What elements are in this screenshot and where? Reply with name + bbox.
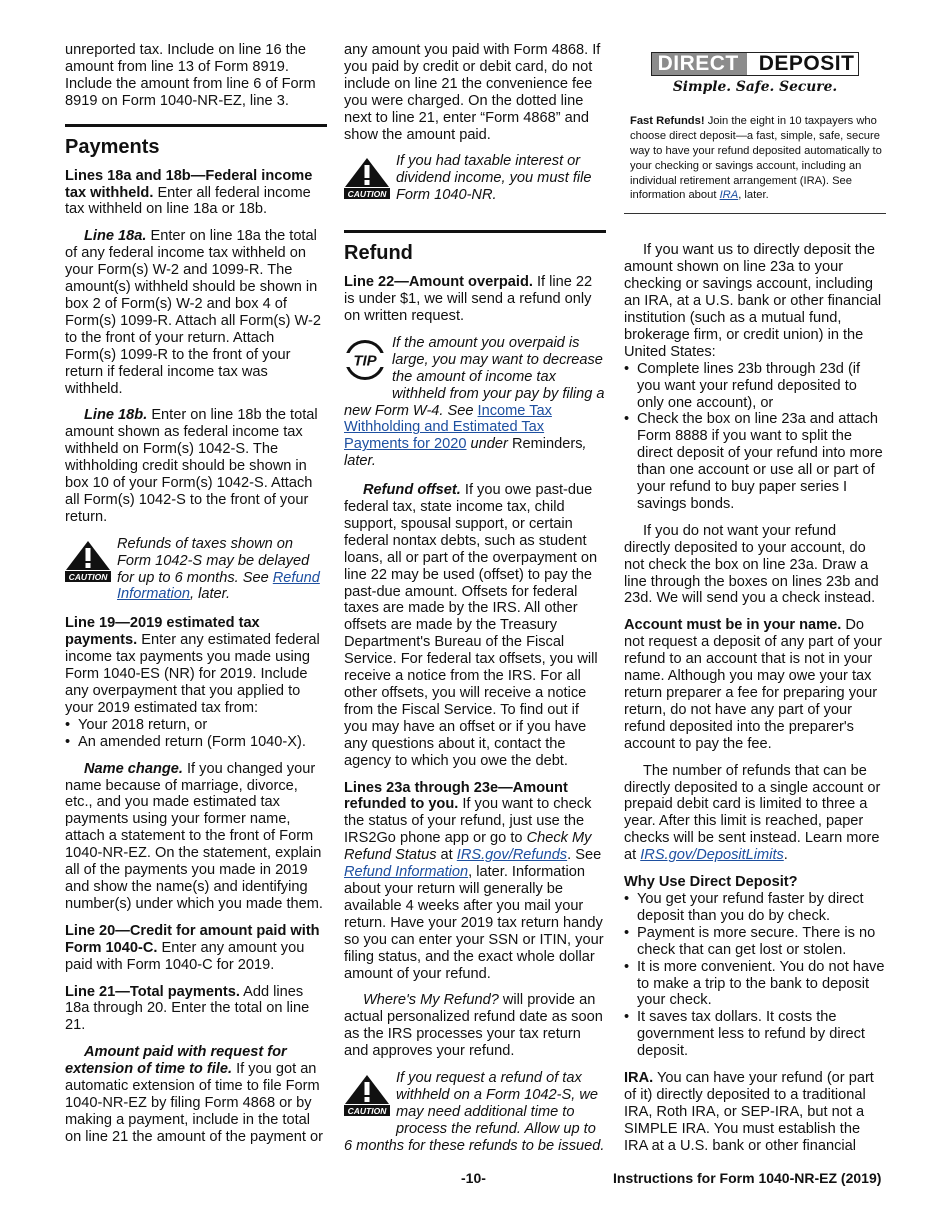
page-number: -10- (461, 1170, 486, 1186)
fast-refunds-box: Fast Refunds! Join the eight in 10 taxpayers who choose direct deposit—a fast, simple, safe, secure way to have your refund deposited automatically to your checking or savings account, including an individual retirement arrangement (IRA). See information about IRA, later. (630, 114, 882, 202)
line18a-paragraph: Line 18a. Enter on line 18a the total of any federal income tax withheld on your Form(s) W-2 and 1099-R. The amount(s) withheld should be shown in box 2 of Form(s) W-2 and box 4 of Form(s) 1099-R. Attach all Form(s) W-2 to the front of your return. Attach Form(s) 1099-R to the front of your return if federal income tax was withheld. (65, 228, 321, 397)
form4868-continuation: any amount you paid with Form 4868. If you paid by credit or debit card, do not include on line 21 the convenience fee you were charged. On the dotted line next to line 21, enter “Form 4868” and show the amount paid. (344, 42, 601, 143)
svg-text:TIP: TIP (353, 352, 377, 370)
line22-paragraph: Line 22—Amount overpaid. If line 22 is under $1, we will send a refund only on written request. (344, 274, 593, 324)
column-1 (65, 42, 327, 1156)
direct-deposit-logo-right: DEPOSIT (758, 52, 855, 75)
caution-note-1042s: CAUTION Refunds of taxes shown on Form 1042-S may be delayed for up to 6 months. See Refund Information, later. (65, 536, 327, 604)
tip-note-w4: TIP If the amount you overpaid is large, you may want to decrease the amount of income tax withheld from your pay by filing a new Form W-4. See Income Tax Withholding and Estimated Tax Payments for 2020 under Reminders, later. (344, 334, 605, 470)
amount-paid-extension-paragraph: Amount paid with request for extension of time to file. If you got an automatic extension of time to file Form 1040-NR-EZ by filing Form 4868 or by making a payment, include in the total on line 21 the amount of the payment or (65, 1044, 323, 1145)
intro-paragraph: unreported tax. Include on line 16 the amount from line 13 of Form 8919. Include the amount from line 6 of Form 8919 on Form 1040-NR-EZ, line 3. (65, 42, 316, 109)
direct-deposit-logo-left: DIRECT (652, 53, 747, 75)
caution-icon (344, 1074, 390, 1121)
svg-text:CAUTION: CAUTION (347, 189, 387, 200)
list-item: • It saves tax dollars. It costs the government less to refund by direct deposit. (624, 1009, 886, 1060)
line23-paragraph: Lines 23a through 23e—Amount refunded to you. If you want to check the status of your refund, just use the IRS2Go phone app or go to Check My Refund Status at IRS.gov/Refunds. See Refund Information, later. Information about your return will generally be available 4 weeks after you mail your return. Have your 2019 tax return handy so you can enter your SSN or ITIN, your filing status, and the exact whole dollar amount of your refund. (344, 779, 604, 982)
direct-deposit-bullets (624, 361, 886, 513)
wheres-my-refund-paragraph: Where's My Refund? will provide an actual personalized refund date as soon as the IRS processes your tax return and approves your refund. (344, 992, 603, 1060)
deposit-limits-paragraph: The number of refunds that can be directly deposited to a single account or prepaid debit card is limited to three a year. After this limit is reached, paper checks will be sent instead. Learn more at IRS.gov/DepositLimits. (624, 762, 881, 864)
list-item: • It is more convenient. You do not have to make a trip to the bank to deposit your check. (624, 959, 886, 1010)
list-item: • An amended return (Form 1040-X). (65, 734, 327, 751)
ira-paragraph: IRA. You can have your refund (or part of it) directly deposited to a traditional IRA, Roth IRA, or SEP-IRA, but not a SIMPLE IRA. You must establish the IRA at a U.S. bank or other financial (624, 1070, 874, 1154)
direct-deposit-paragraph: If you want us to directly deposit the amount shown on line 23a to your checking or savings account, including an IRA, at a U.S. bank or other financial institution (such as a mutual fund, brokerage firm, or credit union) in the United States: (624, 242, 882, 360)
list-item: • Check the box on line 23a and attach Form 8888 if you want to split the direct deposit of your refund into more than one account or use all or part of your refund to buy paper series I savings bonds. (624, 411, 886, 512)
why-direct-deposit-bullets (624, 891, 886, 1060)
divider (624, 213, 886, 214)
list-item: • Complete lines 23b through 23d (if you want your refund deposited to only one account), or (624, 361, 886, 412)
no-direct-deposit-paragraph: If you do not want your refund directly deposited to your account, do not check the box on line 23a. Draw a line through the boxes on lines 23b and 23d. We will send you a check instead. (624, 522, 879, 607)
irs-refunds-link[interactable]: IRS.gov/Refunds (456, 847, 568, 864)
line18-paragraph: Lines 18a and 18b—Federal income tax withheld. Enter all federal income tax withheld on line 18a or 18b. (65, 167, 313, 218)
line20-paragraph: Line 20—Credit for amount paid with Form 1040-C. Enter any amount you paid with Form 1040-C for 2019. (65, 922, 320, 973)
payments-heading: Payments (65, 135, 160, 158)
tip-icon (344, 339, 386, 386)
direct-deposit-tagline: Simple. Safe. Secure. (672, 79, 838, 95)
svg-text:CAUTION: CAUTION (68, 571, 108, 582)
column-3 (624, 42, 886, 1165)
caution-note-interest: CAUTION If you had taxable interest or dividend income, you must file Form 1040-NR. (344, 153, 606, 204)
refund-information-link[interactable]: Refund Information (117, 569, 320, 603)
footer-title: Instructions for Form 1040-NR-EZ (2019) (613, 1170, 882, 1186)
column-2 (344, 42, 606, 1167)
section-rule (65, 124, 327, 127)
caution-icon (65, 540, 111, 587)
refund-information-link[interactable]: Refund Information (344, 864, 469, 881)
direct-deposit-logo (624, 52, 886, 96)
list-item: • Payment is more secure. There is no check that can get lost or stolen. (624, 925, 886, 959)
line21-paragraph: Line 21—Total payments. Add lines 18a through 20. Enter the total on line 21. (65, 983, 310, 1034)
caution-icon (344, 157, 390, 204)
ira-link[interactable]: IRA (719, 189, 739, 202)
section-rule (344, 230, 606, 233)
list-item: • Your 2018 return, or (65, 717, 327, 734)
deposit-limits-link[interactable]: IRS.gov/DepositLimits (640, 847, 784, 864)
line18b-paragraph: Line 18b. Enter on line 18b the total amount shown as federal income tax withheld on Form(s) 1042-S. The withholding credit should be shown in box 10 of your Form(s) 1042-S. Attach all Form(s) 1042-S to the front of your return. (65, 407, 318, 525)
svg-text:CAUTION: CAUTION (347, 1106, 387, 1117)
list-item: • You get your refund faster by direct deposit than you do by check. (624, 891, 886, 925)
caution-note-refund-1042s: CAUTION If you request a refund of tax withheld on a Form 1042-S, we may need additional time to process the refund. Allow up to 6 months for these refunds to be issued. (344, 1070, 605, 1154)
account-name-paragraph: Account must be in your name. Do not request a deposit of any part of your refund to an account that is not in your name. Although you may owe your tax return preparer a fee for preparing your return, do not have any part of your refund deposited into the preparer's account to pay the fee. (624, 617, 882, 752)
why-direct-deposit-heading: Why Use Direct Deposit? (624, 874, 798, 891)
name-change-paragraph: Name change. If you changed your name because of marriage, divorce, etc., and you made estimated tax payments using your former name, attach a statement to the front of Form 1040-NR-EZ. On the statement, explain all of the payments you made in 2019 and show the name(s) and identifying number(s) under which you made them. (65, 760, 323, 912)
income-tax-withholding-link[interactable]: Income Tax Withholding and Estimated Tax Payments for 2020 (344, 402, 552, 453)
line19-bullets (65, 717, 327, 751)
line19-paragraph: Line 19—2019 estimated tax payments. Enter any estimated federal income tax payments you made using Form 1040-ES (NR) for 2019. Include any overpayment that you applied to your 2019 estimated tax from: (65, 615, 320, 716)
refund-heading: Refund (344, 242, 413, 265)
refund-offset-paragraph: Refund offset. If you owe past-due federal tax, state income tax, child support, spousal support, or certain federal nontax debts, such as student loans, all or part of the overpayment on line 22 may be used (offset) to pay the past-due amount. Offsets for federal taxes are made by the IRS. All other offsets are made by the Treasury Department's Bureau of the Fiscal Service. For federal tax offsets, you will receive a notice from the IRS. For all other offsets, you will receive a notice from the Fiscal Service. To find out if you may have an offset or if you have any questions about it, contact the agency to which you owe the debt. (344, 482, 598, 769)
